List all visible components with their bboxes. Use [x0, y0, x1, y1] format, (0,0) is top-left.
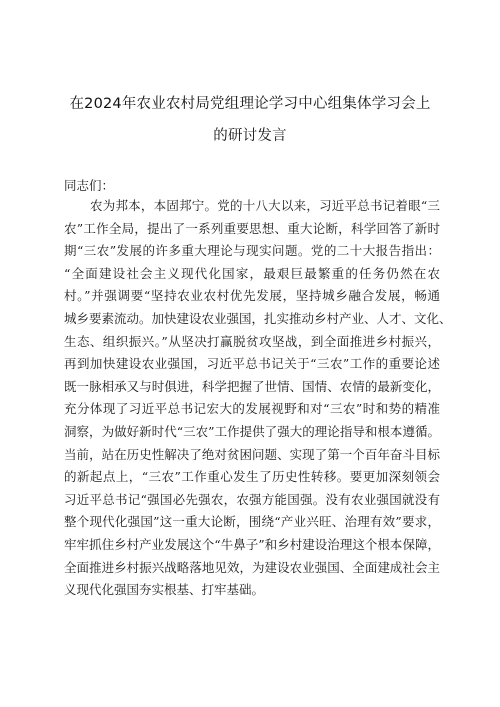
body-line: 习近平总书记“强国必先强农，农强方能国强。没有农业强国就没有: [64, 491, 440, 507]
body-line: 农为邦本，本固邦宁。党的十八大以来，习近平总书记着眼“三: [90, 198, 440, 213]
body-line: 期“三农”发展的许多重大理论与现实问题。党的二十大报告指出：: [64, 243, 440, 259]
body-line: 生态、组织振兴。”从坚决打赢脱贫攻坚战，到全面推进乡村振兴，: [64, 333, 440, 349]
body-line: “全面建设社会主义现代化国家，最艰巨最繁重的任务仍然在农: [64, 265, 440, 281]
title-line-2: 的研讨发言: [213, 128, 287, 144]
body-line: 城乡要素流动。加快建设农业强国，扎实推动乡村产业、人才、文化、: [64, 310, 452, 326]
body-line: 洞察，为做好新时代“三农”工作提供了强大的理论指导和根本遵循。: [64, 423, 440, 439]
document-title: [56, 88, 444, 152]
body-line: 整个现代化强国”这一重大论断，围绕“产业兴旺、治理有效”要求，: [64, 514, 440, 530]
body-line: 既一脉相承又与时俱进，科学把握了世情、国情、农情的最新变化，: [64, 378, 440, 394]
body-line: 村。”并强调要“坚持农业农村优先发展，坚持城乡融合发展，畅通: [64, 288, 440, 304]
body-line: 全面推进乡村振兴战略落地见效，为建设农业强国、全面建成社会主: [64, 559, 440, 575]
body-line: 充分体现了习近平总书记宏大的发展视野和对“三农”时和势的精准: [64, 401, 440, 417]
body-line: 再到加快建设农业强国，习近平总书记关于“三农”工作的重要论述: [64, 356, 440, 372]
body-line: 的新起点上，“三农”工作重心发生了历史性转移。要更加深刻领会: [64, 469, 440, 485]
greeting: 同志们：: [64, 178, 115, 193]
body-line: 义现代化强国夯实根基、打牢基础。: [64, 582, 265, 598]
body-line: 当前，站在历史性解决了绝对贫困问题、实现了第一个百年奋斗目标: [64, 446, 440, 462]
body-paragraph: [64, 195, 452, 602]
body-line: 牢牢抓住乡村产业发展这个“牛鼻子”和乡村建设治理这个根本保障，: [64, 536, 440, 552]
body-line: 农”工作全局，提出了一系列重要思想、重大论断，科学回答了新时: [64, 220, 440, 236]
title-line-1: 在2024年农业农村局党组理论学习中心组集体学习会上: [69, 96, 431, 112]
